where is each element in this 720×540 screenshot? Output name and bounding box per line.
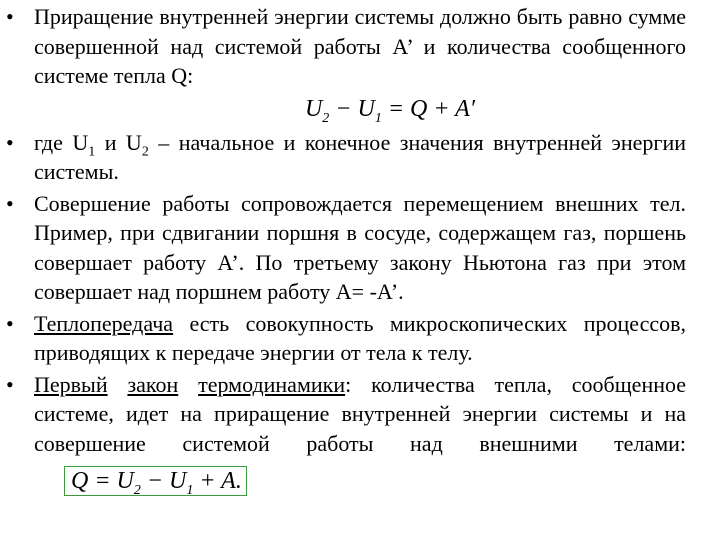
bullet-text: есть совокупность микроскопических процессов, приводящих к передаче энергии от тела к телу. — [34, 310, 686, 365]
term-thermodynamics: термодинамики — [198, 371, 346, 397]
bullet-text: Приращение внутренней энергии системы должно быть равно сумме совершенной над системой работы А’ и количества сообщенного системе тепла Q: — [34, 4, 686, 88]
bullet-text-c: – начальное и конечное значения внутренней энергии системы. — [34, 129, 686, 184]
bullet-text-b: и U — [95, 129, 142, 155]
term-colon: : — [345, 371, 352, 397]
bullet-first-law — [0, 370, 720, 497]
u2-subscript: 2 — [141, 143, 149, 159]
formula-rhs: + A. — [193, 468, 242, 494]
bullet-work-example — [0, 189, 720, 307]
formula-u1: U — [357, 95, 375, 122]
bullet-energy-increment — [0, 2, 720, 126]
bullet-list — [0, 2, 720, 496]
bullet-dot-icon: • — [6, 190, 14, 216]
bullet-text-a: где U — [34, 129, 89, 155]
formula-u1-subscript: 1 — [186, 482, 194, 498]
formula-u2-subscript: 2 — [322, 110, 330, 126]
formula-u1-subscript: 1 — [374, 110, 382, 126]
formula-u2: U — [304, 95, 323, 122]
bullet-heat-transfer — [0, 309, 720, 368]
term-first: Первый — [34, 371, 108, 397]
formula-minus-u1: − U — [140, 468, 187, 494]
term-law: закон — [127, 371, 179, 397]
first-law-boxed-formula — [64, 466, 247, 496]
formula-rhs: = Q + A′ — [381, 95, 476, 122]
bullet-text: Совершение работы сопровождается перемещением внешних тел. Пример, при сдвигании поршня в сосуде, содержащем газ, поршень совершает работу А’. По третьему закону Ньютона газ при этом совершает над поршнем работу А= -А’. — [34, 190, 686, 304]
bullet-dot-icon: • — [6, 371, 14, 397]
bullet-text: количества тепла, сообщенное системе, идет на приращение внутренней энергии системы и на совершение системой работы над внешними телами: — [34, 371, 687, 456]
u1-subscript: 1 — [88, 143, 96, 159]
term-heat-transfer: Теплопередача — [34, 310, 174, 336]
formula-u2-subscript: 2 — [133, 482, 141, 498]
bullet-dot-icon: • — [6, 310, 14, 336]
formula-minus: − — [329, 95, 358, 122]
first-law-formula — [34, 92, 686, 126]
bullet-dot-icon: • — [6, 4, 14, 29]
formula-lhs: Q = U — [71, 468, 134, 494]
bullet-dot-icon: • — [6, 129, 14, 155]
bullet-u-definitions — [0, 128, 720, 187]
